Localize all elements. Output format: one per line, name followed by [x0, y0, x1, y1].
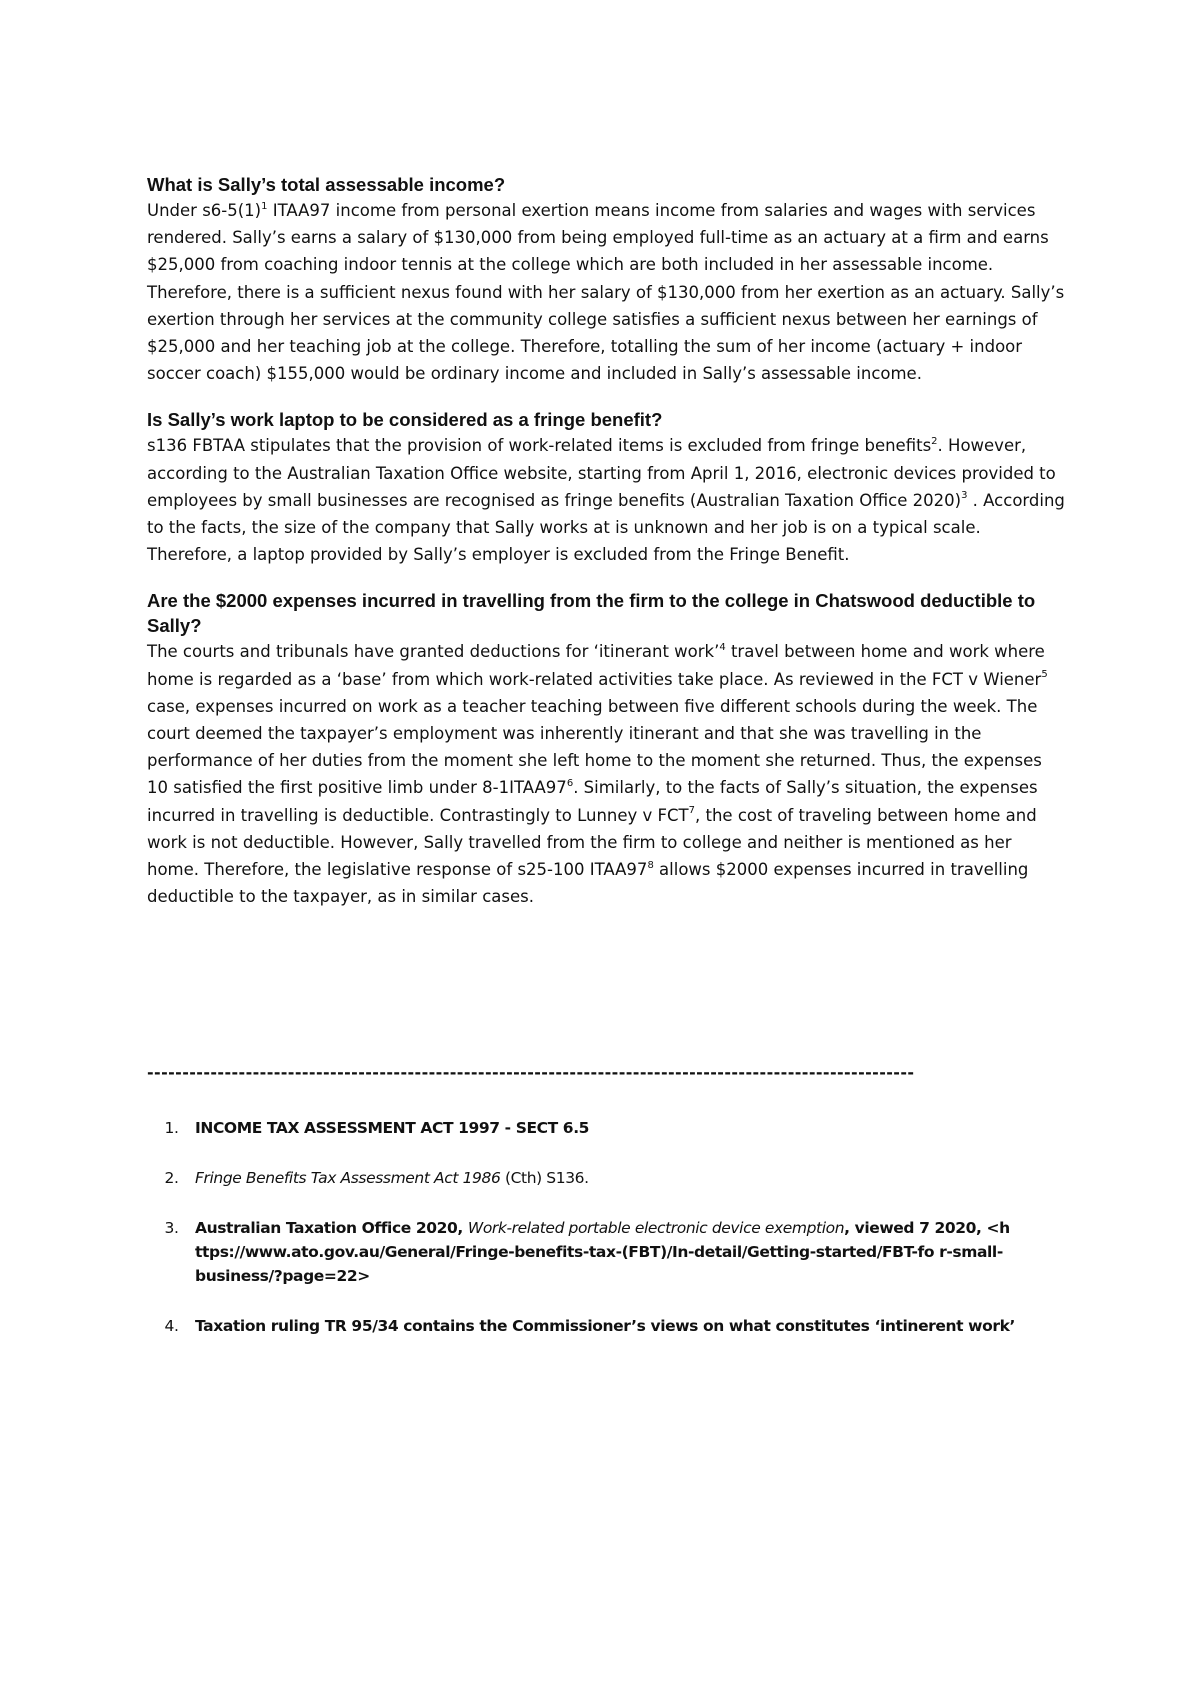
footnote-item-1: 1. INCOME TAX ASSESSMENT ACT 1997 - SECT 6.5 — [183, 1116, 1067, 1140]
heading-travel-expenses: Are the $2000 expenses incurred in travelling from the firm to the college in Chatswood deductible to Sally? — [147, 590, 1036, 637]
footnote-list — [147, 1116, 1067, 1338]
footnote-ref-4: 4 — [719, 641, 726, 653]
document-page — [147, 172, 1067, 1364]
footnote-ref-7: 7 — [688, 805, 695, 817]
heading-fringe-benefit: Is Sally’s work laptop to be considered as a fringe benefit? — [147, 409, 663, 431]
footnote-ref-2: 2 — [931, 435, 938, 447]
footnote-divider: ------------------------------------------------------------------------------------------------------------- — [147, 1063, 915, 1083]
footnote-ref-6: 6 — [566, 777, 574, 789]
footnote-ref-5: 5 — [1041, 669, 1048, 681]
heading-assessable-income: What is Sally’s total assessable income? — [147, 174, 506, 195]
footnote-item-4: 4. Taxation ruling TR 95/34 contains the Commissioner’s views on what constitutes ‘intinerent work’ — [183, 1314, 1067, 1338]
paragraph-travel-expenses: The courts and tribunals have granted deductions for ‘itinerant work’$^4$ travel between home and work where home is regarded as a ‘base’ from which work-related activities take place. As reviewed in the FCT v Wiener$^5$ case, expenses incurred on work as a teacher teaching between five different schools during the week. The court deemed the taxpayer’s employment was inherently itinerant and that she was travelling in the performance of her duties from the moment she left home to the moment she returned. Thus, the expenses 10 satisfied the first positive limb under $8-1ITAA97^6$. Similarly, to the facts of Sally’s situation, the expenses incurred in travelling is deductible. Contrastingly to Lunney v FCT$^7$, the cost of traveling between home and work is not deductible. However, Sally travelled from the firm to college and neither is mentioned as her home. Therefore, the legislative response of s25-100 $ITAA97^8$ allows $2000 expenses incurred in travelling deductible to the taxpayer, as in similar cases. — [147, 641, 1048, 907]
footnote-ref-1: 1 — [261, 200, 268, 212]
paragraph-fringe-benefit: s136 FBTAA stipulates that the provision of work-related items is excluded from fringe benefits$^2$. However, according to the Australian Taxation Office website, starting from April 1, 2016, electronic devices provided to employees by small businesses are recognised as fringe benefits (Australian Taxation Office 2020)$^3$ . According to the facts, the size of the company that Sally works at is unknown and her job is on a typical scale. Therefore, a laptop provided by Sally’s employer is excluded from the Fringe Benefit. — [147, 435, 1065, 565]
footnote-ref-3: 3 — [961, 490, 968, 502]
footnote-item-2: 2. Fringe Benefits Tax Assessment Act 1986 (Cth) S136. — [183, 1166, 1067, 1190]
footnote-item-3: 3. Australian Taxation Office 2020, Work-related portable electronic device exemption, viewed 7 2020, <h ttps://www.ato.gov.au/General/Fringe-benefits-tax-(FBT)/In-detail/Getting-started/FBT-fo r-small-business/?page=22> — [183, 1216, 1067, 1288]
paragraph-assessable-income: Under $s6-5(1)^1$ ITAA97 income from personal exertion means income from salaries and wages with services rendered. Sally’s earns a salary of $130,000 from being employed full-time as an actuary at a firm and earns $25,000 from coaching indoor tennis at the college which are both included in her assessable income. Therefore, there is a sufficient nexus found with her salary of $130,000 from her exertion as an actuary. Sally’s exertion through her services at the community college satisfies a sufficient nexus between her earnings of $25,000 and her teaching job at the college. Therefore, totalling the sum of her income (actuary + indoor soccer coach) $155,000 would be ordinary income and included in Sally’s assessable income. — [147, 200, 1065, 384]
footnote-ref-8: 8 — [647, 859, 654, 871]
